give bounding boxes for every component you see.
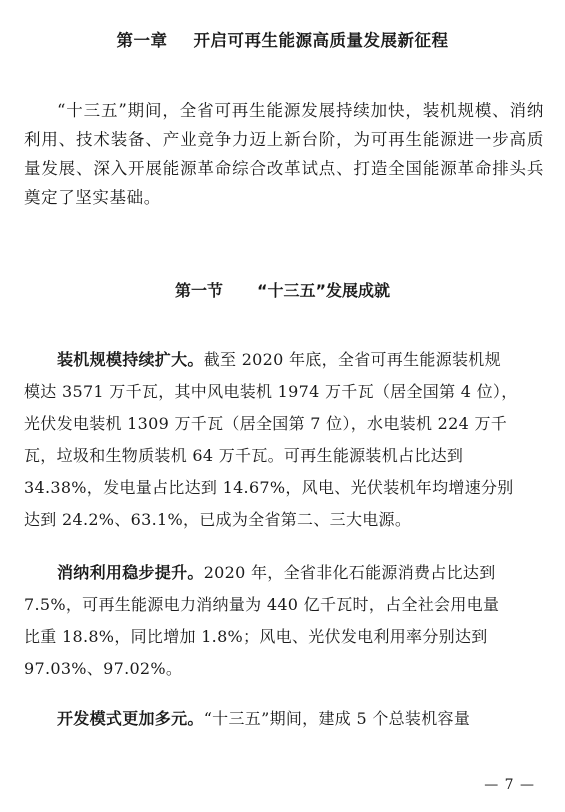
paragraph-consumption [24,557,544,685]
paragraph-line: 模达 3571 万千瓦，其中风电装机 1974 万千瓦（居全国第 4 位）， [24,382,518,401]
paragraph-line: 开发模式更加多元。“十三五”期间，建成 5 个总装机容量 [57,709,471,728]
paragraph-line: 消纳利用稳步提升。2020 年，全省非化石能源消费占比达到 [57,563,496,582]
paragraph-line: 比重 18.8%，同比增加 1.8%；风电、光伏发电利用率分别达到 [24,627,488,646]
chapter-label: 第一章 [116,31,168,50]
paragraph-line: 7.5%，可再生能源电力消纳量为 440 亿千瓦时，占全社会用电量 [24,595,500,614]
paragraph-line: 达到 24.2%、63.1%，已成为全省第二、三大电源。 [24,510,412,529]
chapter-heading: 开启可再生能源高质量发展新征程 [193,31,449,50]
paragraph-lead: 消纳利用稳步提升。 [57,563,204,582]
paragraph-line: 97.03%、97.02%。 [24,659,183,678]
paragraph-installed-capacity [24,344,544,536]
page-number: — 7 — [484,777,535,793]
paragraph-line: 光伏发电装机 1309 万千瓦（居全国第 7 位），水电装机 224 万千 [24,414,508,433]
paragraph-lead: 装机规模持续扩大。 [57,350,204,369]
section-title [0,278,565,304]
chapter-title [0,28,565,54]
section-heading: “十三五”发展成就 [256,281,391,300]
paragraph-development-modes [24,703,544,735]
paragraph-line: 装机规模持续扩大。截至 2020 年底，全省可再生能源装机规 [57,350,501,369]
section-label: 第一节 [174,281,223,300]
paragraph-lead: 开发模式更加多元。 [57,709,204,728]
paragraph-line: 34.38%，发电量占比达到 14.67%，风电、光伏装机年均增速分别 [24,478,514,497]
paragraph-line: 瓦，垃圾和生物质装机 64 万千瓦。可再生能源装机占比达到 [24,446,464,465]
intro-paragraph: “十三五”期间，全省可再生能源发展持续加快，装机规模、消纳利用、技术装备、产业竞争力迈上新台阶，为可再生能源进一步高质量发展、深入开展能源革命综合改革试点、打造全国能源革命排头兵奠定了坚实基础。 [24,101,544,207]
